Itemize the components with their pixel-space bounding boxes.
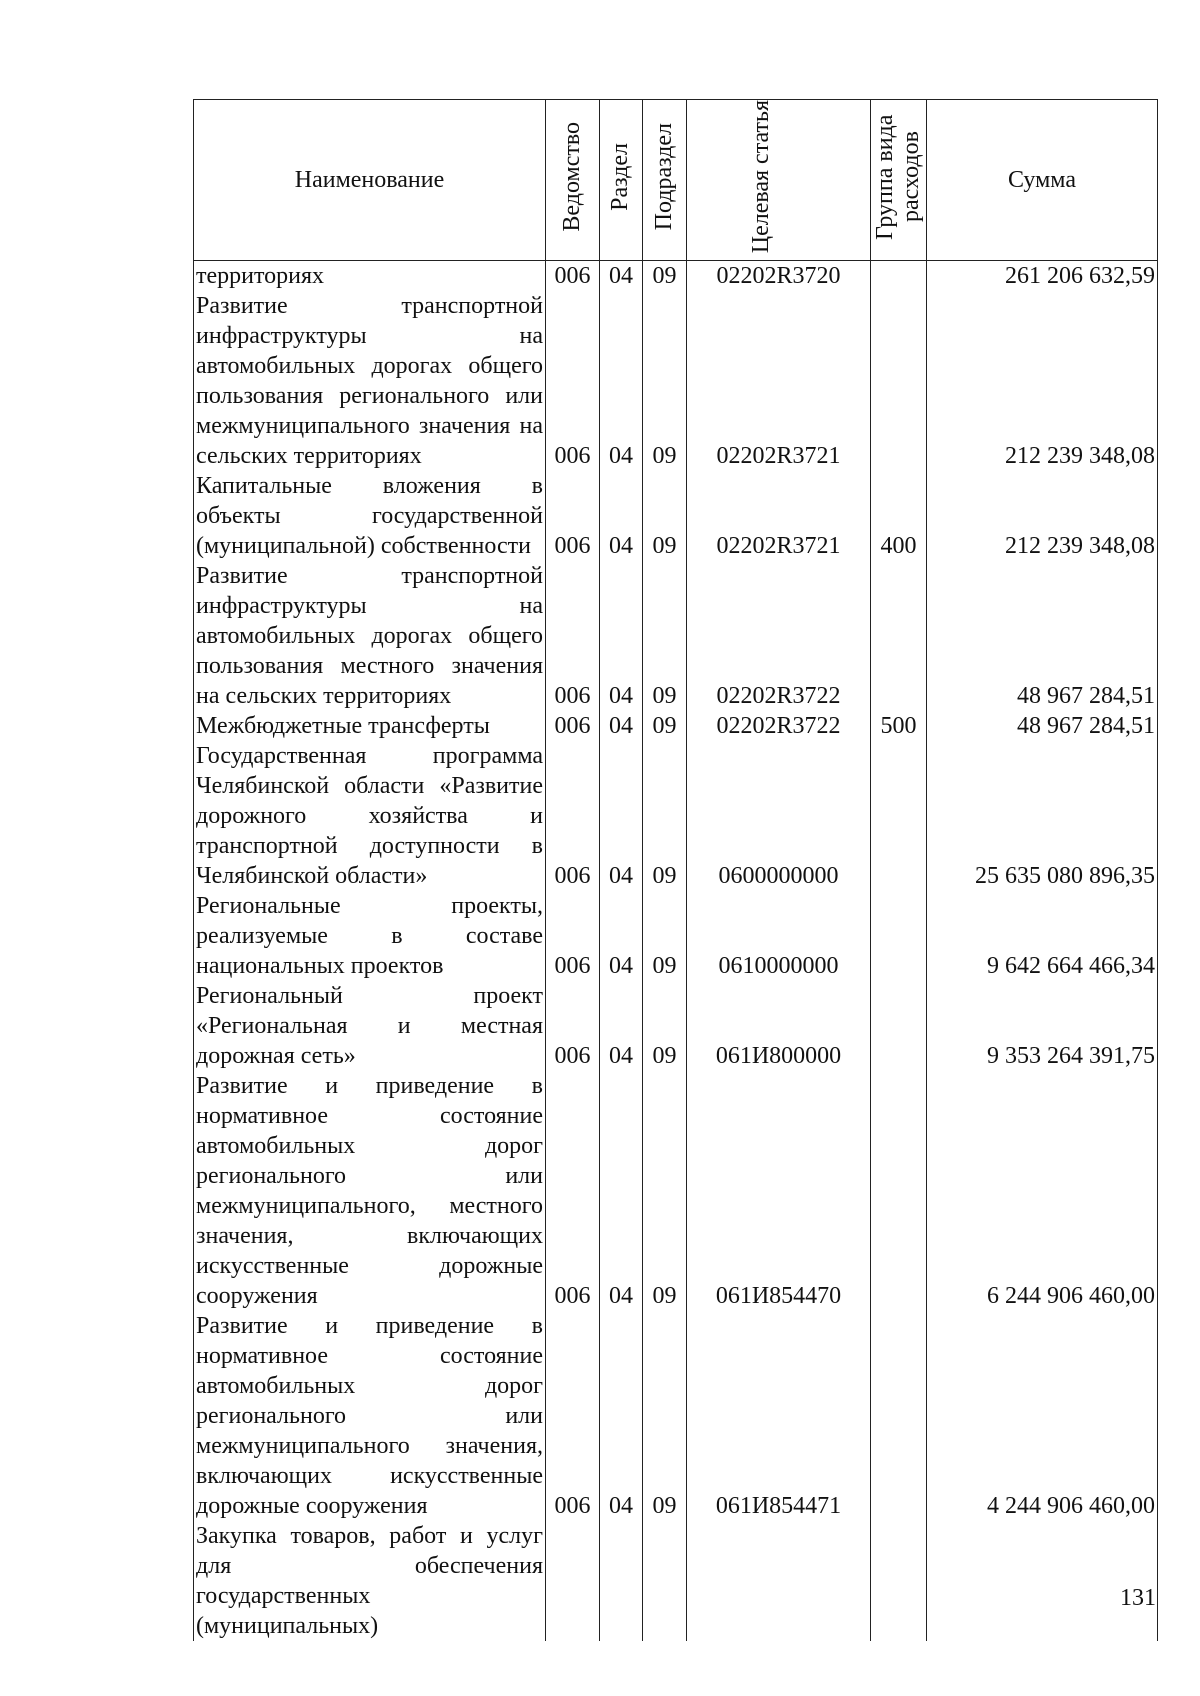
row-celevaya: 0600000000 (687, 741, 871, 891)
row-vedomstvo: 006 (546, 1071, 600, 1311)
row-summa: 48 967 284,51 (927, 711, 1158, 741)
row-podrazdel: 09 (643, 471, 687, 561)
row-celevaya: 02202R3722 (687, 711, 871, 741)
row-razdel: 04 (600, 471, 643, 561)
row-vedomstvo: 006 (546, 561, 600, 711)
page-number: 131 (1120, 1585, 1156, 1611)
row-razdel: 04 (600, 561, 643, 711)
table-row (194, 471, 1158, 561)
row-name: Региональные проекты, реализуемые в составе национальных проектов (194, 891, 546, 981)
row-summa: 6 244 906 460,00 (927, 1071, 1158, 1311)
row-celevaya: 061И854470 (687, 1071, 871, 1311)
budget-table (193, 99, 1158, 1641)
row-podrazdel: 09 (643, 891, 687, 981)
row-summa: 212 239 348,08 (927, 471, 1158, 561)
header-razdel: Раздел (600, 100, 643, 261)
row-razdel: 04 (600, 711, 643, 741)
row-summa: 48 967 284,51 (927, 561, 1158, 711)
header-vedomstvo: Ведомство (546, 100, 600, 261)
table-row (194, 891, 1158, 981)
row-razdel: 04 (600, 1311, 643, 1521)
row-vedomstvo (546, 1521, 600, 1641)
row-podrazdel: 09 (643, 561, 687, 711)
row-name: Развитие транспортной инфраструктуры на автомобильных дорогах общего пользования регионального или межмуниципального значения на сельских территориях (194, 291, 546, 471)
row-razdel: 04 (600, 981, 643, 1071)
row-celevaya: 061И854471 (687, 1311, 871, 1521)
table-row (194, 711, 1158, 741)
row-vedomstvo: 006 (546, 891, 600, 981)
table-header-row (194, 100, 1158, 261)
row-razdel (600, 1521, 643, 1641)
row-celevaya: 02202R3722 (687, 561, 871, 711)
row-celevaya: 02202R3721 (687, 291, 871, 471)
row-vedomstvo: 006 (546, 261, 600, 292)
row-gruppa (871, 891, 927, 981)
row-summa: 9 353 264 391,75 (927, 981, 1158, 1071)
header-name: Наименование (194, 100, 546, 261)
row-celevaya: 0610000000 (687, 891, 871, 981)
header-gruppa-vida-rashodov: Группа вида расходов (871, 100, 927, 261)
row-razdel: 04 (600, 261, 643, 292)
row-name: Капитальные вложения в объекты государственной (муниципальной) собственности (194, 471, 546, 561)
row-razdel: 04 (600, 741, 643, 891)
row-name: Развитие и приведение в нормативное состояние автомобильных дорог регионального или межмуниципального значения, включающих искусственные дорожные сооружения (194, 1311, 546, 1521)
row-podrazdel: 09 (643, 981, 687, 1071)
header-podrazdel: Подраздел (643, 100, 687, 261)
row-summa (927, 1521, 1158, 1641)
row-name: Развитие транспортной инфраструктуры на автомобильных дорогах общего пользования местного значения на сельских территориях (194, 561, 546, 711)
header-celevaya-statya: Целевая статья (687, 100, 871, 261)
row-gruppa (871, 561, 927, 711)
row-gruppa (871, 261, 927, 292)
row-name: Закупка товаров, работ и услуг для обеспечения государственных (муниципальных) (194, 1521, 546, 1641)
table-row (194, 981, 1158, 1071)
row-gruppa (871, 981, 927, 1071)
row-celevaya: 061И800000 (687, 981, 871, 1071)
row-summa: 9 642 664 466,34 (927, 891, 1158, 981)
row-razdel: 04 (600, 291, 643, 471)
row-gruppa (871, 741, 927, 891)
row-razdel: 04 (600, 891, 643, 981)
row-gruppa (871, 291, 927, 471)
row-gruppa: 400 (871, 471, 927, 561)
row-podrazdel: 09 (643, 261, 687, 292)
row-celevaya: 02202R3721 (687, 471, 871, 561)
row-name: Региональный проект «Региональная и местная дорожная сеть» (194, 981, 546, 1071)
row-summa: 4 244 906 460,00 (927, 1311, 1158, 1521)
table-row (194, 741, 1158, 891)
row-vedomstvo: 006 (546, 711, 600, 741)
row-name: Государственная программа Челябинской области «Развитие дорожного хозяйства и транспортной доступности в Челябинской области» (194, 741, 546, 891)
row-razdel: 04 (600, 1071, 643, 1311)
row-gruppa (871, 1521, 927, 1641)
row-vedomstvo: 006 (546, 981, 600, 1071)
row-celevaya (687, 1521, 871, 1641)
row-vedomstvo: 006 (546, 291, 600, 471)
row-summa: 212 239 348,08 (927, 291, 1158, 471)
row-podrazdel: 09 (643, 1071, 687, 1311)
row-summa: 25 635 080 896,35 (927, 741, 1158, 891)
table-row (194, 1071, 1158, 1311)
header-summa: Сумма (927, 100, 1158, 261)
row-podrazdel: 09 (643, 1311, 687, 1521)
row-name: Развитие и приведение в нормативное состояние автомобильных дорог регионального или межмуниципального, местного значения, включающих искусственные дорожные сооружения (194, 1071, 546, 1311)
row-podrazdel: 09 (643, 741, 687, 891)
row-name: Межбюджетные трансферты (194, 711, 546, 741)
table-row (194, 261, 1158, 292)
row-gruppa (871, 1071, 927, 1311)
row-vedomstvo: 006 (546, 1311, 600, 1521)
table-row (194, 561, 1158, 711)
row-vedomstvo: 006 (546, 471, 600, 561)
row-podrazdel: 09 (643, 711, 687, 741)
row-celevaya: 02202R3720 (687, 261, 871, 292)
table-row (194, 291, 1158, 471)
table-row (194, 1311, 1158, 1521)
row-vedomstvo: 006 (546, 741, 600, 891)
row-gruppa: 500 (871, 711, 927, 741)
row-name: территориях (194, 261, 546, 292)
row-summa: 261 206 632,59 (927, 261, 1158, 292)
row-gruppa (871, 1311, 927, 1521)
row-podrazdel (643, 1521, 687, 1641)
row-podrazdel: 09 (643, 291, 687, 471)
table-row (194, 1521, 1158, 1641)
